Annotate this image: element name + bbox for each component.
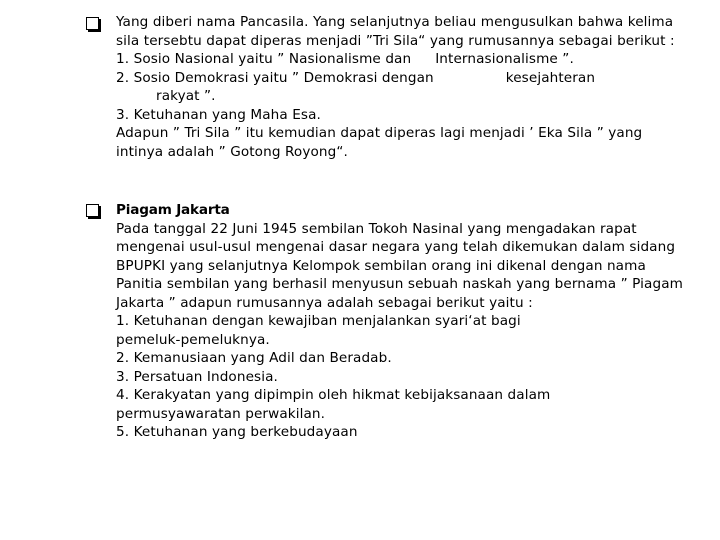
list-item: 3. Persatuan Indonesia. [116, 368, 278, 385]
list-item-continuation: kesejahteran [505, 69, 596, 86]
text-line: intinya adalah ” Gotong Royong“. [116, 143, 348, 160]
text-line: Panitia sembilan yang berhasil menyusun sebuah naskah yang bernama ” Piagam [116, 276, 683, 292]
list-item-wrap: rakyat ”. [156, 88, 216, 104]
checkbox-bullet-icon [86, 17, 99, 30]
list-item: 3. Ketuhanan yang Maha Esa. [116, 106, 321, 123]
list-item: 5. Ketuhanan yang berkebudayaan [116, 424, 358, 440]
list-item-wrap: permusyawaratan perwakilan. [116, 405, 326, 422]
list-item-text: 1. Sosio Nasional yaitu ” Nasionalisme dan [116, 51, 412, 67]
list-item-wrap: pemeluk-pemeluknya. [116, 331, 270, 348]
list-item [116, 50, 691, 69]
list-item [116, 69, 691, 88]
list-item-text: 2. Sosio Demokrasi yaitu ” Demokrasi dengan [116, 69, 434, 86]
text-line: Pada tanggal 22 Juni 1945 sembilan Tokoh Nasinal yang mengadakan rapat [116, 220, 637, 237]
piagam-jakarta-text [116, 201, 691, 442]
list-item: 2. Kemanusiaan yang Adil dan Beradab. [116, 350, 392, 366]
section-heading: Piagam Jakarta [116, 202, 230, 218]
text-line: Adapun ” Tri Sila ” itu kemudian dapat diperas lagi menjadi ’ Eka Sila ” yang [116, 125, 643, 141]
list-item-continuation: Internasionalisme ”. [435, 51, 574, 67]
checkbox-bullet-icon [86, 204, 99, 217]
text-line: BPUPKI yang selanjutnya Kelompok sembilan orang ini dikenal dengan nama [116, 257, 646, 274]
tri-sila-text [116, 13, 691, 161]
text-line: mengenai usul-usul mengenai dasar negara yang telah dikemukan dalam sidang [116, 239, 676, 255]
text-line: sila tersebtu dapat diperas menjadi ”Tri Sila“ yang rumusannya sebagai berikut : [116, 32, 675, 49]
text-line: Jakarta ” adapun rumusannya adalah sebagai berikut yaitu : [116, 294, 533, 311]
list-item: 1. Ketuhanan dengan kewajiban menjalankan syari‘at bagi [116, 313, 521, 329]
list-item: 4. Kerakyatan yang dipimpin oleh hikmat kebijaksanaan dalam [116, 387, 551, 403]
text-line: Yang diberi nama Pancasila. Yang selanjutnya beliau mengusulkan bahwa kelima [116, 14, 674, 30]
